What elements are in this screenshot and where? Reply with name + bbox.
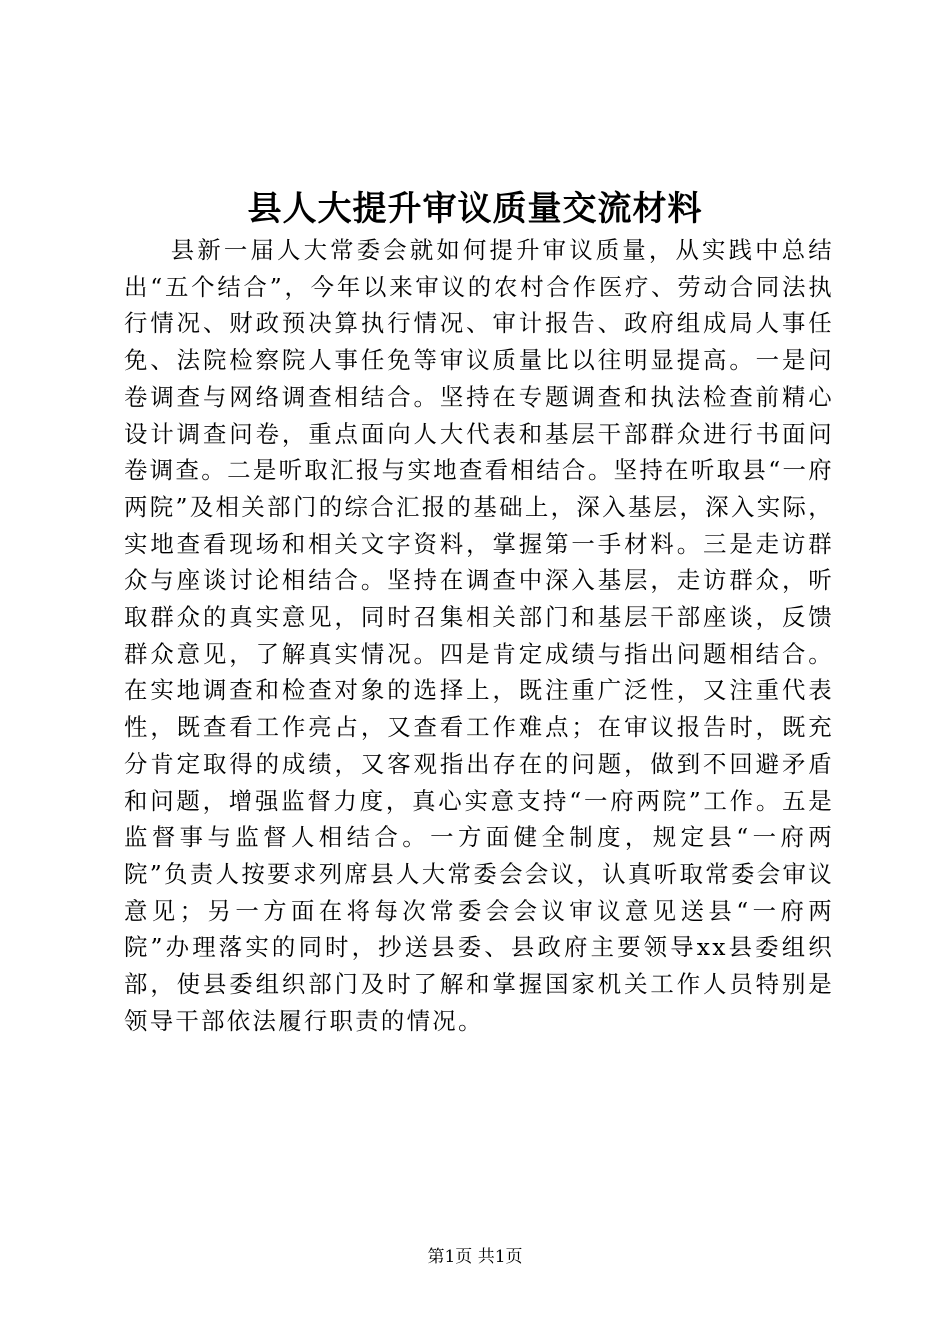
document-body-paragraph: 县新一届人大常委会就如何提升审议质量，从实践中总结出“五个结合”，今年以来审议的农村合作医疗、劳动合同法执行情况、财政预决算执行情况、审计报告、政府组成局人事任免、法院检察院人事任免等审议质量比以往明显提高。一是问卷调查与网络调查相结合。坚持在专题调查和执法检查前精心设计调查问卷，重点面向人大代表和基层干部群众进行书面问卷调查。二是听取汇报与实地查看相结合。坚持在听取县“一府两院”及相关部门的综合汇报的基础上，深入基层，深入实际，实地查看现场和相关文字资料，掌握第一手材料。三是走访群众与座谈讨论相结合。坚持在调查中深入基层，走访群众，听取群众的真实意见，同时召集相关部门和基层干部座谈，反馈群众意见，了解真实情况。四是肯定成绩与指出问题相结合。在实地调查和检查对象的选择上，既注重广泛性，又注重代表性，既查看工作亮占，又查看工作难点；在审议报告时，既充分肯定取得的成绩，又客观指出存在的问题，做到不回避矛盾和问题，增强监督力度，真心实意支持“一府两院”工作。五是监督事与监督人相结合。一方面健全制度，规定县“一府两院”负责人按要求列席县人大常委会会议，认真听取常委会审议意见；另一方面在将每次常委会会议审议意见送县“一府两院”办理落实的同时，抄送县委、县政府主要领导xx县委组织部，使县委组织部门及时了解和掌握国家机关工作人员特别是领导干部依法履行职责的情况。 — [124, 236, 834, 1035]
document-title: 县人大提升审议质量交流材料 — [247, 189, 703, 229]
page-number-footer: 第1页 共1页 — [427, 1247, 523, 1267]
